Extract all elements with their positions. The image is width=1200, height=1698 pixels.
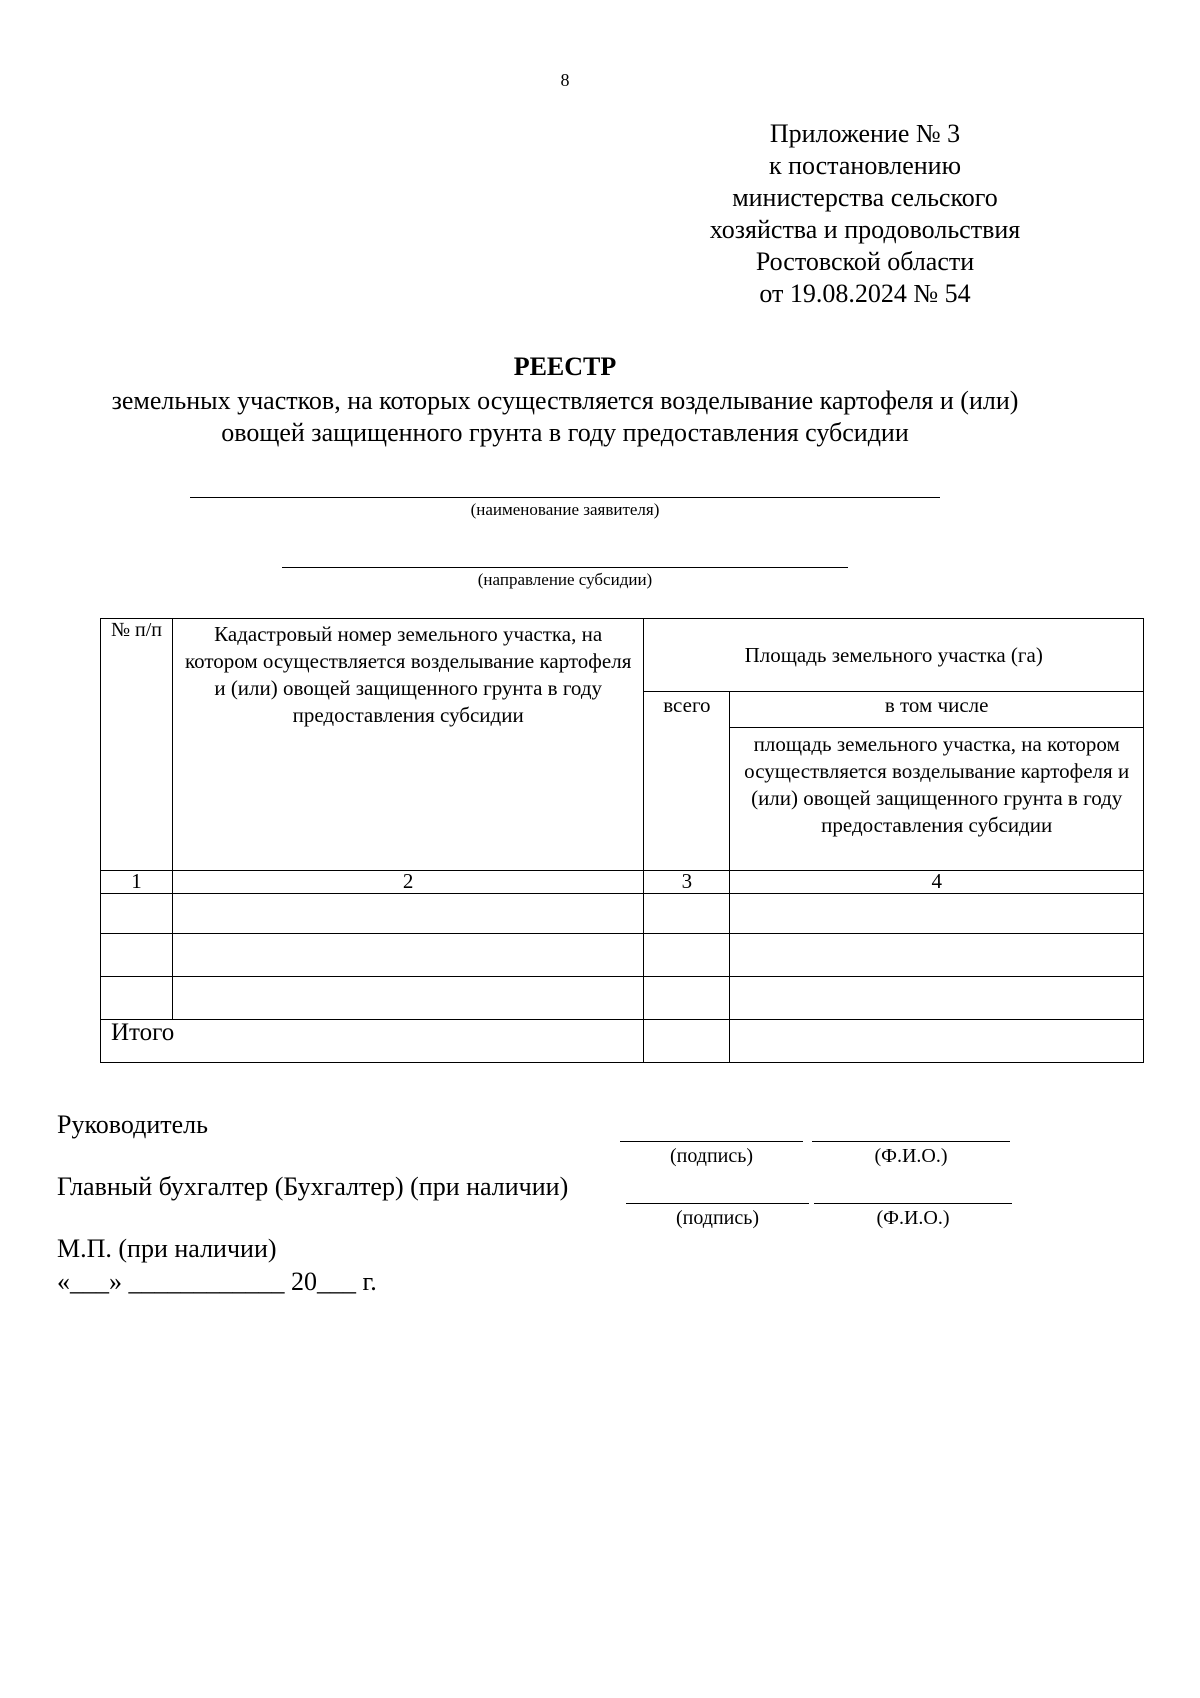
appendix-line: министерства сельского bbox=[732, 183, 998, 212]
accountant-name-caption: (Ф.И.О.) bbox=[876, 1207, 950, 1229]
page-number: 8 bbox=[560, 70, 570, 90]
table-row bbox=[101, 934, 1144, 977]
registry-table bbox=[100, 618, 1144, 1063]
header-including: в том числе bbox=[730, 692, 1144, 728]
table-cell[interactable] bbox=[101, 934, 173, 977]
head-signature-line[interactable] bbox=[620, 1141, 803, 1142]
document-title: РЕЕСТР bbox=[513, 352, 617, 381]
table-cell[interactable] bbox=[644, 934, 730, 977]
accountant-label: Главный бухгалтер (Бухгалтер) (при наличии) bbox=[57, 1172, 569, 1201]
table-cell[interactable] bbox=[101, 894, 173, 934]
appendix-line: хозяйства и продовольствия bbox=[709, 215, 1021, 244]
accountant-name-line[interactable] bbox=[814, 1203, 1012, 1204]
total-area-cell[interactable] bbox=[730, 1020, 1144, 1063]
table-cell[interactable] bbox=[101, 977, 173, 1020]
date-line: «___» ____________ 20___ г. bbox=[57, 1267, 377, 1296]
table-cell[interactable] bbox=[730, 894, 1144, 934]
index-cell: 4 bbox=[730, 871, 1144, 894]
appendix-line: от 19.08.2024 № 54 bbox=[759, 279, 971, 308]
head-label: Руководитель bbox=[57, 1110, 208, 1139]
total-sum-cell[interactable] bbox=[644, 1020, 730, 1063]
header-number: № п/п bbox=[101, 619, 173, 871]
head-name-line[interactable] bbox=[812, 1141, 1010, 1142]
total-label: Итого bbox=[101, 1020, 644, 1063]
applicant-line bbox=[190, 497, 940, 498]
appendix-line: Приложение № 3 bbox=[769, 119, 961, 148]
appendix-line: к постановлению bbox=[768, 151, 962, 180]
subtitle-line: земельных участков, на которых осуществляется возделывание картофеля и (или) bbox=[111, 386, 1019, 415]
index-cell: 3 bbox=[644, 871, 730, 894]
accountant-signature-line[interactable] bbox=[626, 1203, 809, 1204]
appendix-block bbox=[665, 118, 1065, 310]
index-cell: 1 bbox=[101, 871, 173, 894]
stamp-label: М.П. (при наличии) bbox=[57, 1234, 277, 1263]
appendix-line: Ростовской области bbox=[755, 247, 975, 276]
applicant-caption: (наименование заявителя) bbox=[470, 500, 660, 519]
header-total: всего bbox=[644, 692, 730, 871]
total-row bbox=[101, 1020, 1144, 1063]
index-cell: 2 bbox=[172, 871, 644, 894]
table-cell[interactable] bbox=[644, 894, 730, 934]
table-cell[interactable] bbox=[172, 934, 644, 977]
header-area-detail: площадь земельного участка, на котором осуществляется возделывание картофеля и (или) овощей защищенного грунта в году предоставления субсидии bbox=[730, 728, 1144, 871]
subtitle-line: овощей защищенного грунта в году предоставления субсидии bbox=[221, 418, 909, 447]
direction-line bbox=[282, 567, 848, 568]
header-cadastral: Кадастровый номер земельного участка, на котором осуществляется возделывание картофеля и (или) овощей защищенного грунта в году предоставления субсидии bbox=[172, 619, 644, 871]
table-cell[interactable] bbox=[730, 934, 1144, 977]
table-cell[interactable] bbox=[730, 977, 1144, 1020]
table-cell[interactable] bbox=[644, 977, 730, 1020]
direction-caption: (направление субсидии) bbox=[477, 570, 653, 589]
accountant-signature-caption: (подпись) bbox=[675, 1207, 760, 1229]
head-signature-caption: (подпись) bbox=[669, 1145, 754, 1167]
table-cell[interactable] bbox=[172, 894, 644, 934]
header-area: Площадь земельного участка (га) bbox=[644, 619, 1144, 692]
table-row bbox=[101, 977, 1144, 1020]
document-subtitle bbox=[50, 385, 1080, 449]
head-name-caption: (Ф.И.О.) bbox=[874, 1145, 948, 1167]
table-cell[interactable] bbox=[172, 977, 644, 1020]
table-row bbox=[101, 894, 1144, 934]
